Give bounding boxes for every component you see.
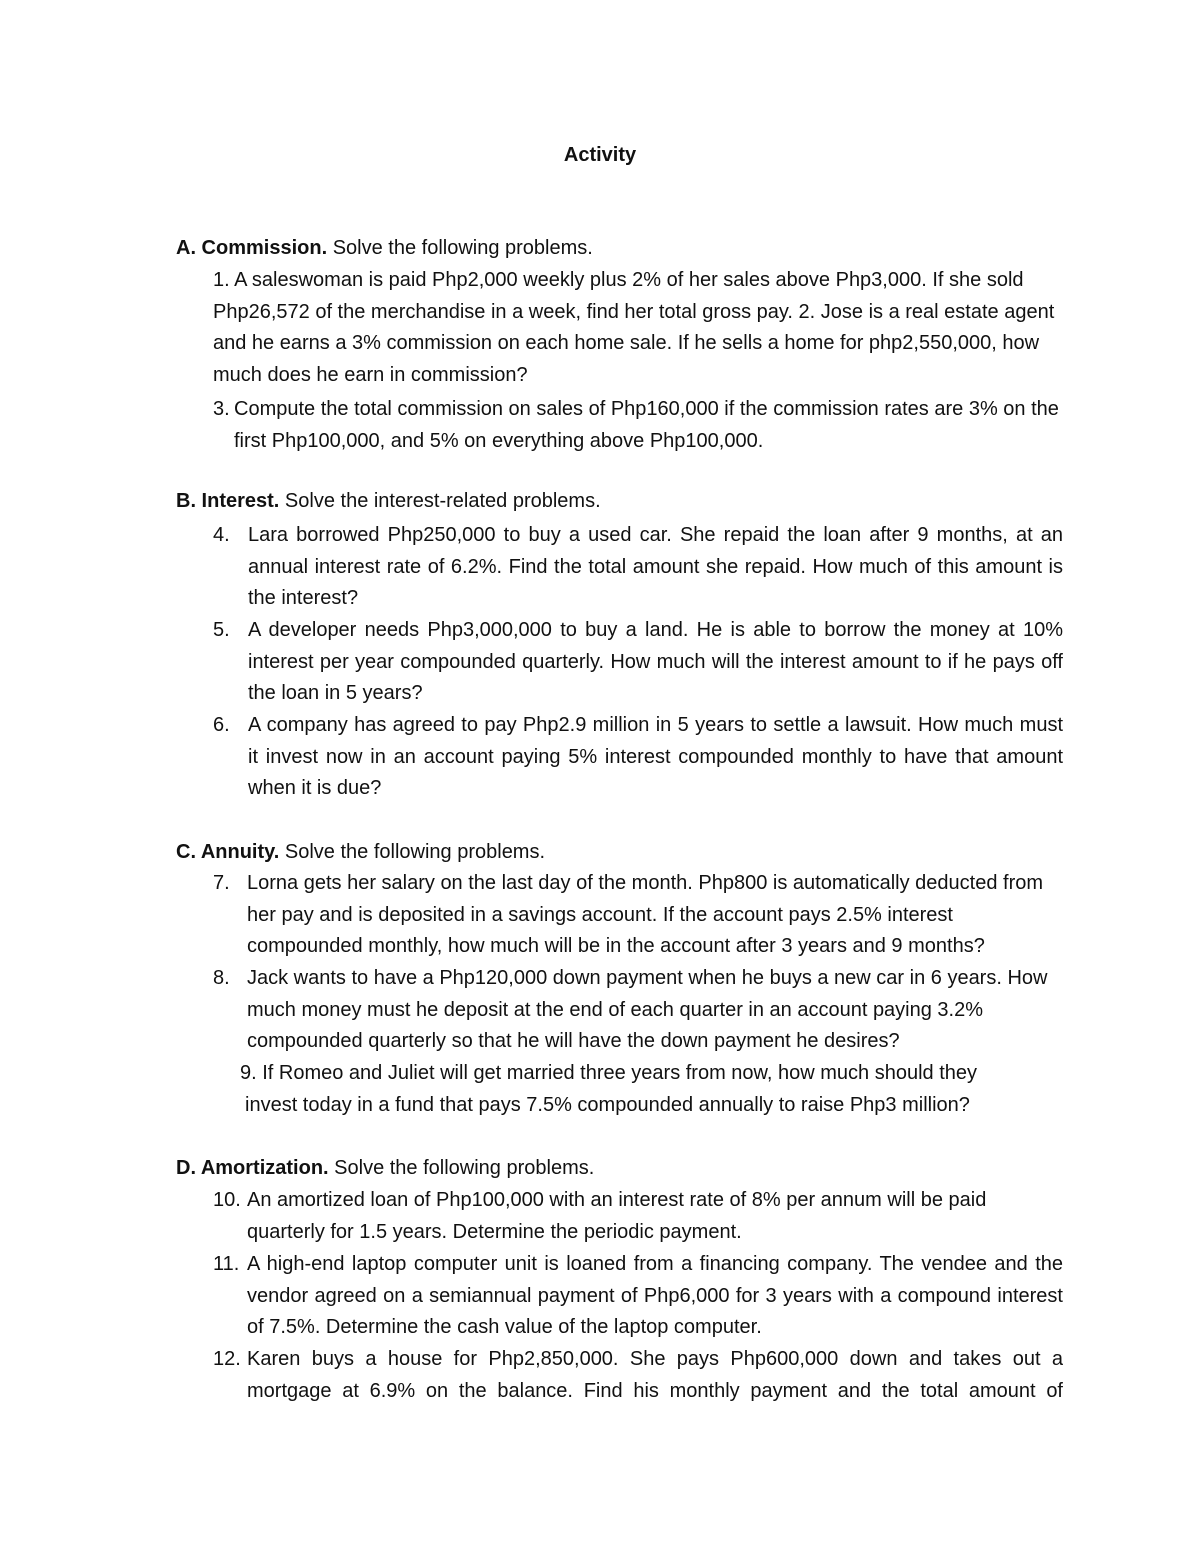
section-b-instruction: Solve the interest-related problems. <box>284 490 601 512</box>
problem-3 <box>213 394 1069 457</box>
problem-4-number: 4. <box>213 524 230 546</box>
problem-10 <box>213 1185 1068 1248</box>
page-title: Activity <box>563 144 637 166</box>
problem-4-text: Lara borrowed Php250,000 to buy a used car. She repaid the loan after 9 months, at an annual interest rate of 6.2%. Find the total amount she repaid. How much of this amount is the interest? <box>248 524 1063 609</box>
section-b-heading <box>176 486 601 518</box>
problem-7 <box>213 868 1065 963</box>
problem-11-text: A high-end laptop computer unit is loaned from a financing company. The vendee and the vendor agreed on a semiannual payment of Php6,000 for 3 years with a compound interest of 7.5%. Determine the cash value of the laptop computer. <box>247 1253 1063 1338</box>
problem-10-number: 10. <box>213 1189 241 1211</box>
problem-3-text: Compute the total commission on sales of Php160,000 if the commission rates are 3% on the first Php100,000, and 5% on everything above Php100,000. <box>234 398 1059 452</box>
section-a-instruction: Solve the following problems. <box>332 237 593 259</box>
section-a-paragraph: 1. A saleswoman is paid Php2,000 weekly plus 2% of her sales above Php3,000. If she sold Php26,572 of the merchandise in a week, find her total gross pay. 2. Jose is a real estate agent and he earns a 3% commission on each home sale. If he sells a home for php2,550,000, how much does he earn in commission? <box>213 269 1055 386</box>
problem-9-line-1: 9. If Romeo and Juliet will get married three years from now, how much should they <box>240 1062 978 1084</box>
section-d-heading <box>176 1153 594 1185</box>
problem-6-number: 6. <box>213 714 230 736</box>
problem-12 <box>213 1344 1063 1407</box>
problem-7-number: 7. <box>213 872 230 894</box>
section-d-label: D. Amortization. <box>176 1157 329 1179</box>
problem-4 <box>213 520 1063 615</box>
problem-8 <box>213 963 1065 1058</box>
section-c-instruction: Solve the following problems. <box>284 841 546 863</box>
problem-8-text: Jack wants to have a Php120,000 down payment when he buys a new car in 6 years. How much money must he deposit at the end of each quarter in an account paying 3.2% compounded quarterly so that he will have the down payment he desires? <box>247 967 1048 1052</box>
section-a-heading <box>176 233 593 265</box>
problem-7-text: Lorna gets her salary on the last day of the month. Php800 is automatically deducted from her pay and is deposited in a savings account. If the account pays 2.5% interest compounded monthly, how much will be in the account after 3 years and 9 months? <box>247 872 1044 957</box>
section-b-label: B. Interest. <box>176 490 280 512</box>
problem-10-text: An amortized loan of Php100,000 with an interest rate of 8% per annum will be paid quarterly for 1.5 years. Determine the periodic payment. <box>247 1189 987 1243</box>
problem-11-number: 11. <box>213 1253 240 1275</box>
problem-6 <box>213 710 1063 805</box>
problem-5-number: 5. <box>213 619 230 641</box>
section-c-heading <box>176 837 545 869</box>
section-a-label: A. Commission. <box>176 237 328 259</box>
problem-9-line-2: invest today in a fund that pays 7.5% compounded annually to raise Php3 million? <box>245 1094 970 1116</box>
problem-12-number: 12. <box>213 1348 241 1370</box>
problem-5-text: A developer needs Php3,000,000 to buy a land. He is able to borrow the money at 10% interest per year compounded quarterly. How much will the interest amount to if he pays off the loan in 5 years? <box>248 619 1063 704</box>
section-c-label: C. Annuity. <box>176 841 280 863</box>
problem-6-text: A company has agreed to pay Php2.9 million in 5 years to settle a lawsuit. How much must it invest now in an account paying 5% interest compounded monthly to have that amount when it is due? <box>248 714 1063 799</box>
section-d-instruction: Solve the following problems. <box>334 1157 595 1179</box>
problem-3-number: 3. <box>213 398 230 420</box>
problem-12-text: Karen buys a house for Php2,850,000. She pays Php600,000 down and takes out a mortgage at 6.9% on the balance. Find his monthly payment and the total amount of <box>247 1348 1063 1402</box>
problem-8-number: 8. <box>213 967 230 989</box>
problem-11 <box>213 1249 1063 1344</box>
problem-5 <box>213 615 1063 710</box>
